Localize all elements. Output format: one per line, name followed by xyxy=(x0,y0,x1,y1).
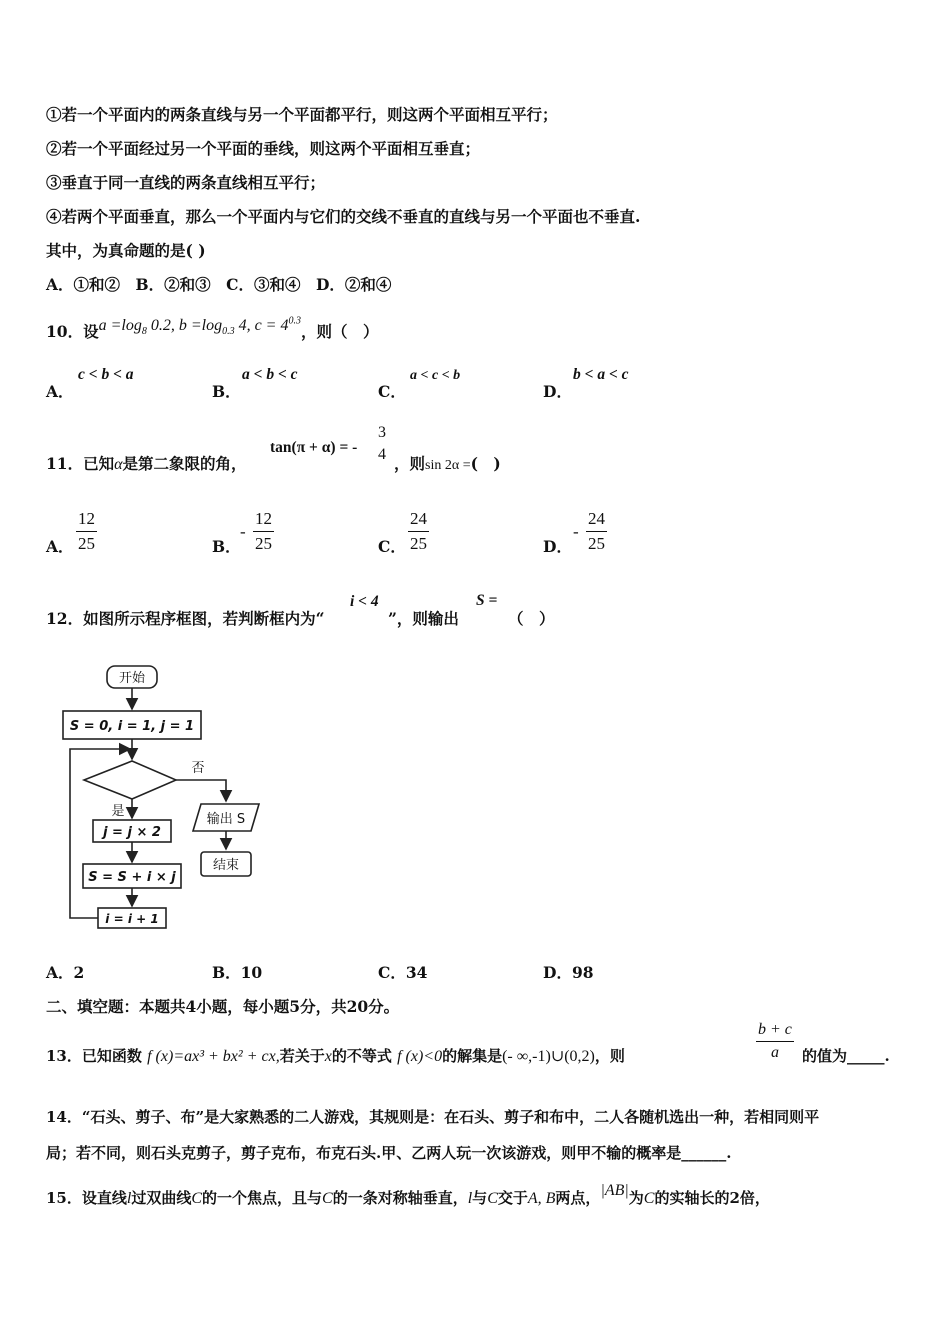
q15-stem: 15．设直线l过双曲线C的一个焦点，且与C的一条对称轴垂直，l与C交于A, B两点，|AB|为C的实轴长的2倍， xyxy=(46,1182,770,1207)
q10-option-d: b < a < c xyxy=(573,366,629,383)
q13-fraction: $\frac{b + c}{a}$ xyxy=(758,1021,792,1061)
q14-line1: 14．“石头、剪子、布”是大家熟悉的二人游戏，其规则是：在石头、剪子和布中，二人各随机选出一种，若相同则平 xyxy=(46,1108,820,1126)
q11-option-c-label: C． xyxy=(378,537,406,556)
q12-option-d: D．98 xyxy=(543,963,594,982)
q10-option-a-label: A． xyxy=(46,382,74,401)
q11-tan-fraction: 3 4 xyxy=(378,424,386,463)
q12-stem-b: ”，则输出 xyxy=(388,609,459,628)
q12-stem-a: 12．如图所示程序框图，若判断框内为“ xyxy=(46,609,325,628)
q11-stem-a: 11．已知α是第二象限的角， xyxy=(46,454,247,473)
flowchart-end-label: 结束 xyxy=(212,858,240,873)
flowchart-output-label: 输出 S xyxy=(206,812,246,827)
q14-line2: 局；若不同，则石头克剪子，剪子克布，布克石头.甲、乙两人玩一次该游戏，则甲不输的概率是______. xyxy=(46,1144,732,1162)
proposition-4: ④若两个平面垂直，那么一个平面内与它们的交线不垂直的直线与另一个平面也不垂直. xyxy=(46,207,641,226)
proposition-2: ②若一个平面经过另一个平面的垂线，则这两个平面相互垂直； xyxy=(46,139,481,158)
q11-tan-expression: tan(π + α) = - xyxy=(270,439,358,456)
q13-stem: 13．已知函数 f (x)=ax³ + bx² + cx,若关于x的不等式 f (x)<0的解集是(- ∞,-1)∪(0,2)，则 xyxy=(46,1047,625,1065)
q10-option-c-label: C． xyxy=(378,382,406,401)
flowchart-no-label: 否 xyxy=(191,761,205,776)
flowchart-init-label: S = 0, i = 1, j = 1 xyxy=(69,719,195,734)
q10-option-b-label: B． xyxy=(212,382,241,401)
q10-expression: $a =\log_8$ 0.2, $b =\log_{0.3}$ 4, $c = 4^{0.3}$ xyxy=(98,315,301,338)
q10-option-c: a < c < b xyxy=(410,368,461,383)
q10-number: 10．设 xyxy=(46,322,99,341)
q12-stem-c: （ ） xyxy=(508,609,555,628)
q12-option-c: C．34 xyxy=(378,963,428,982)
q12-condition: i < 4 xyxy=(350,593,379,610)
q10-stem: 10．设$a =\log_8$ 0.2, $b =\log_{0.3}$ 4, $c = 4^{0.3}$，则（ ） xyxy=(46,315,379,341)
q11-option-c: $\frac{24}{25}$ xyxy=(410,509,427,553)
flowchart-yes-label: 是 xyxy=(111,804,125,819)
q10-option-d-label: D． xyxy=(543,382,572,401)
proposition-3: ③垂直于同一直线的两条直线相互平行； xyxy=(46,173,326,192)
q10-option-a: c < b < a xyxy=(78,366,134,383)
q11-option-d-label: D． xyxy=(543,537,572,556)
q9-options: A．①和② B．②和③ C．③和④ D．②和④ xyxy=(46,275,392,294)
flowchart-start-label: 开始 xyxy=(118,671,146,686)
q11-option-b-sign: - xyxy=(240,522,246,541)
proposition-1: ①若一个平面内的两条直线与另一个平面都平行，则这两个平面相互平行； xyxy=(46,105,558,124)
q11-option-a-label: A． xyxy=(46,537,74,556)
flowchart-step2-label: S = S + i × j xyxy=(88,870,176,885)
q9-question: 其中，为真命题的是( ) xyxy=(46,241,206,260)
q10-option-b: a < b < c xyxy=(242,366,298,383)
flowchart-decision xyxy=(84,761,176,799)
q12-s-expression: S = xyxy=(476,592,498,609)
q11-option-d: $\frac{24}{25}$ xyxy=(588,509,605,553)
q11-option-d-sign: - xyxy=(573,522,579,541)
flowchart-step1-label: j = j × 2 xyxy=(103,825,161,840)
q12-option-b: B．10 xyxy=(212,963,263,982)
q13-tail: 的值为_____. xyxy=(802,1047,890,1065)
section-2-heading: 二、填空题：本题共4小题，每小题5分，共20分。 xyxy=(46,997,400,1016)
q11-option-a: $\frac{12}{25}$ xyxy=(78,509,95,553)
q11-option-b: $\frac{12}{25}$ xyxy=(255,509,272,553)
q11-stem-b: ，则sin 2α =( ) xyxy=(394,454,501,473)
q12-option-a: A．2 xyxy=(46,963,85,982)
q11-option-b-label: B． xyxy=(212,537,241,556)
flowchart xyxy=(46,655,276,950)
flowchart-step3-label: i = i + 1 xyxy=(105,912,159,926)
